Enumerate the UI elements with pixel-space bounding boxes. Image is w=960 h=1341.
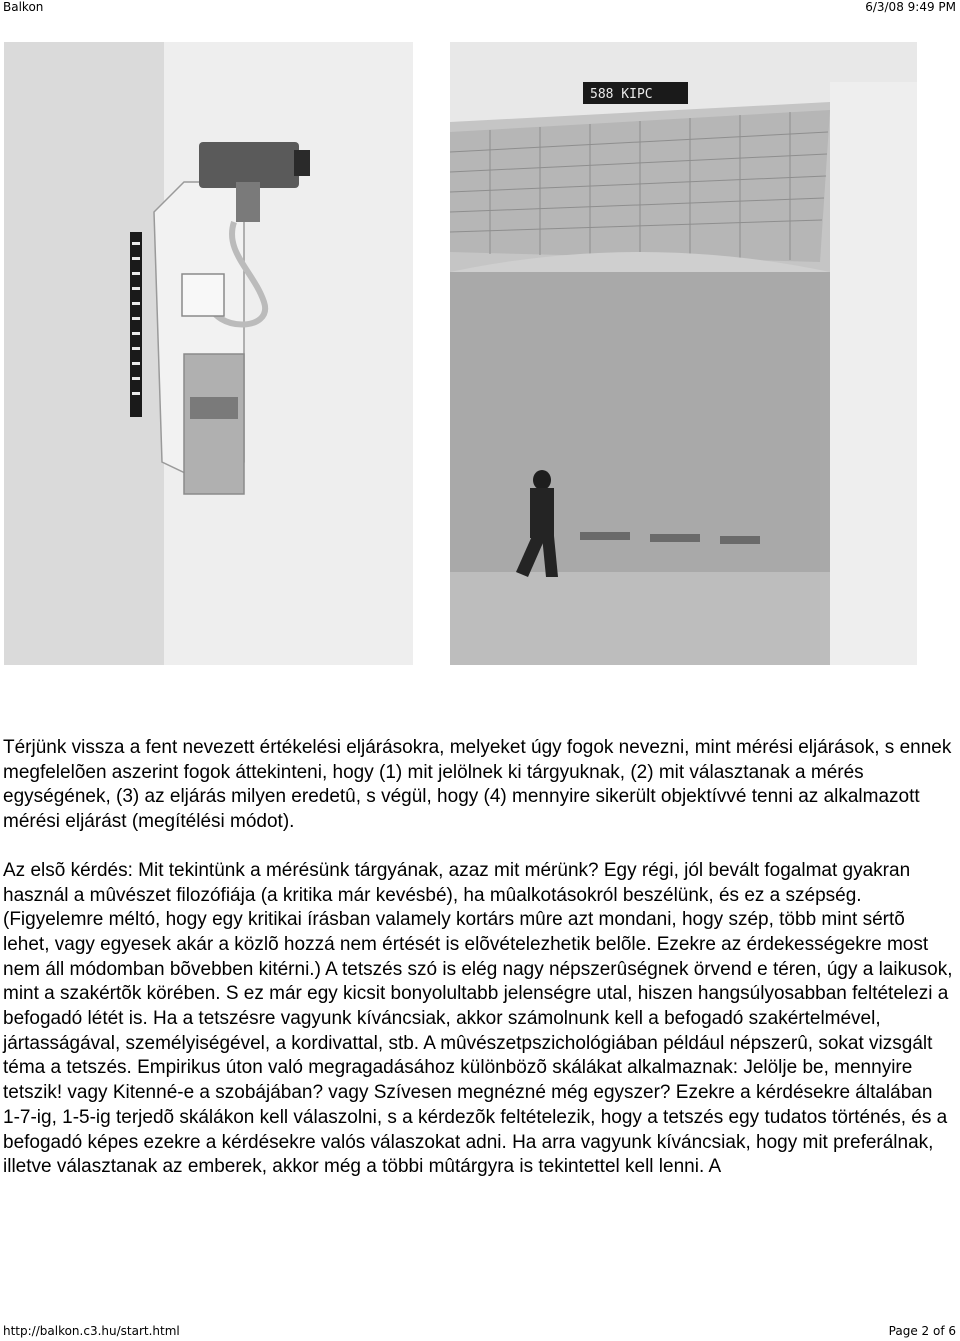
camera-on-wall-photo <box>4 42 413 665</box>
gallery-room-photo <box>450 42 917 665</box>
page-header-title: Balkon <box>3 0 44 14</box>
paragraph-2: Az elsõ kérdés: Mit tekintünk a mérésünk tárgyának, azaz mit mérünk? Egy régi, jól bevált fogalmat gyakran használ a mûvészet filozófiája (a kritika már kevésbé), ha mûalkotásokról beszélünk, és ez a szépség. (Figyelemre méltó, hogy egy kritikai írásban valamely kortárs mûre azt mondani, hogy szép, több mint sértõ lehet, vagy egyesek akár a közlõ hozzá nem értését is elõvételezhetik belõle. Ezekre az érdekességekre most nem áll módomban bõvebben kitérni.) A tetszés szó is elég nagy népszerûségnek örvend e téren, úgy a laikusok, mint a szakértõk körében. S ez már egy kicsit bonyolultabb jelenségre utal, hiszen hangsúlyosabban feltételezi a befogadó létét is. Ha a tetszésre vagyunk kíváncsiak, akkor számolnunk kell a befogadó szakértelmével, jártasságával, személyiségével, a kordivattal, stb. A mûvészetpszichológiában például népszerû, sokat vizsgált téma a tetszés. Empirikus úton való megragadásához különbözõ skálákat alkalmaznak: Jelölje be, mennyire tetszik! vagy Kitenné-e a szobájában? vagy Szívesen megnézné még egyszer? Ezekre a kérdésekre általában 1-7-ig, 1-5-ig terjedõ skálákon kell válaszolni, s a kérdezõk feltételezik, hogy a tetszés egy tudatos történés, és a befogadó képes ezekre a kérdésekre valós válaszokat adni. Ha arra vagyunk kíváncsiak, hogy mit preferálnak, illetve választanak az emberek, akkor még a többi mûtárgyra is tekintettel kell lenni. A <box>3 859 953 1178</box>
article-body <box>3 736 953 1204</box>
page-footer-url[interactable]: http://balkon.c3.hu/start.html <box>3 1324 180 1338</box>
gallery-room-image <box>450 42 917 665</box>
room-sign-text: 588 KIPC <box>590 87 653 102</box>
paragraph-1: Térjünk vissza a fent nevezett értékelési eljárásokra, melyeket úgy fogok nevezni, mint mérési eljárások, s ennek megfelelõen aszerint fogok áttekinteni, hogy (1) mit jelölnek ki tárgyuknak, (2) mit választanak a mérés egységének, (3) az eljárás milyen eredetû, s végül, hogy (4) mennyire sikerült objektívvé tenni az alkalmazott mérési eljárást (megítélési módot). <box>3 737 952 833</box>
camera-on-wall-image <box>4 42 413 665</box>
page-footer-page-number: Page 2 of 6 <box>888 1324 956 1338</box>
page-header-datetime: 6/3/08 9:49 PM <box>865 0 956 14</box>
